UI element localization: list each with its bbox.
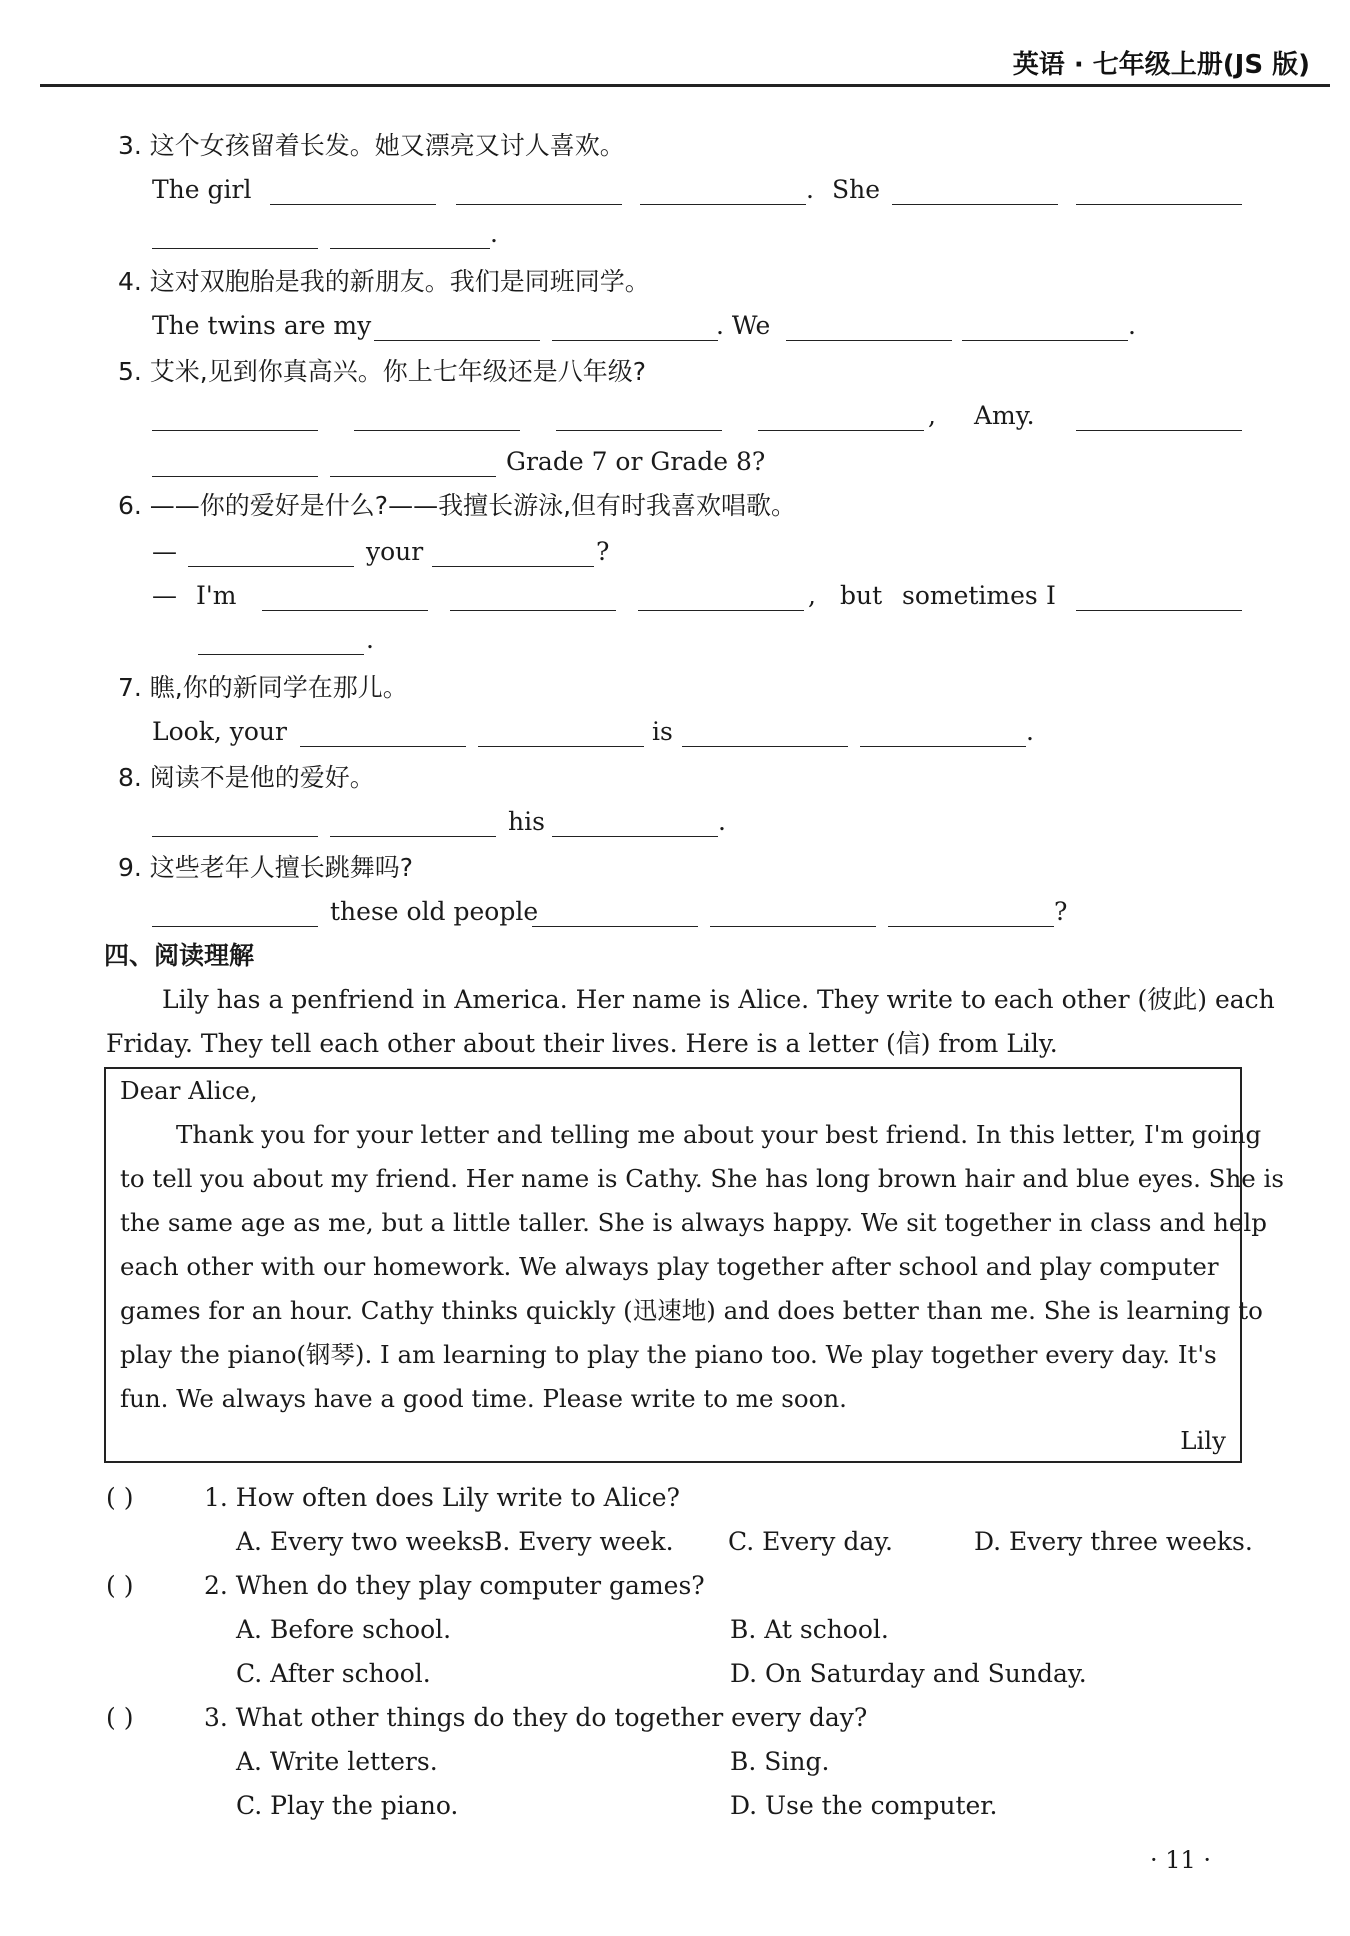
mcq-question: 3. What other things do they do together every day? [204, 1703, 868, 1732]
q7-blank-4[interactable] [860, 746, 1026, 747]
q6-text-sometimes: sometimes [902, 581, 1038, 610]
q6-text-your: your [366, 537, 424, 566]
letter-line: play the piano(钢琴). I am learning to play the piano too. We play together every day. It's [120, 1340, 1217, 1369]
q4-blank-1[interactable] [374, 340, 540, 341]
answer-paren[interactable]: ( ) [106, 1571, 134, 1600]
letter-signature: Lily [1180, 1426, 1226, 1455]
q3-blank-4[interactable] [892, 204, 1058, 205]
q7-text-is: is [652, 717, 673, 746]
letter-line: to tell you about my friend. Her name is Cathy. She has long brown hair and blue eyes. She is [120, 1164, 1284, 1193]
q8-text-his: his [508, 807, 545, 836]
q5-blank-6[interactable] [152, 476, 318, 477]
q3-blank-3[interactable] [640, 204, 806, 205]
q5-blank-5[interactable] [1076, 430, 1242, 431]
q5-blank-7[interactable] [330, 476, 496, 477]
mcq-option[interactable]: D. On Saturday and Sunday. [730, 1659, 1087, 1688]
q6-text-but: but [840, 581, 883, 610]
q6-dash-2: — [152, 581, 177, 610]
letter-box [104, 1067, 1284, 1463]
mcq-option[interactable]: C. Play the piano. [236, 1791, 459, 1820]
mcq-option[interactable]: B. Sing. [730, 1747, 830, 1776]
q8-blank-1[interactable] [152, 836, 318, 837]
mcq-option[interactable]: C. Every day. [728, 1527, 893, 1556]
letter-line: the same age as me, but a little taller. She is always happy. We sit together in class and help [120, 1208, 1267, 1237]
q6-blank-4[interactable] [450, 610, 616, 611]
q6-blank-1[interactable] [188, 566, 354, 567]
q5-blank-3[interactable] [556, 430, 722, 431]
page-header-title: 英语 · 七年级上册(JS 版) [1012, 50, 1310, 80]
q4-blank-3[interactable] [786, 340, 952, 341]
q6-comma: , [808, 581, 816, 610]
q3-text-she: She [832, 175, 881, 204]
q7-prompt: 7. 瞧,你的新同学在那儿。 [118, 673, 408, 702]
mcq-option[interactable]: A. Every two weeks. [236, 1527, 493, 1556]
mcq-option[interactable]: A. Write letters. [236, 1747, 438, 1776]
q3-blank-7[interactable] [330, 248, 490, 249]
q3-blank-6[interactable] [152, 248, 318, 249]
q5-prompt: 5. 艾米,见到你真高兴。你上七年级还是八年级? [118, 357, 647, 386]
q4-blank-2[interactable] [552, 340, 718, 341]
letter-greeting: Dear Alice, [120, 1076, 258, 1105]
letter-line: Thank you for your letter and telling me about your best friend. In this letter, I'm going [176, 1120, 1262, 1149]
answer-paren[interactable]: ( ) [106, 1483, 134, 1512]
q8-blank-2[interactable] [330, 836, 496, 837]
letter-line: each other with our homework. We always play together after school and play computer [120, 1252, 1219, 1281]
q6-text-i: I [1046, 581, 1056, 610]
q7-text-look: Look, your [152, 717, 287, 746]
q8-dot: . [718, 807, 726, 836]
q4-text-twins: The twins are my [152, 311, 372, 340]
mcq-option[interactable]: B. At school. [730, 1615, 889, 1644]
q6-blank-3[interactable] [262, 610, 428, 611]
q6-dash-1: — [152, 537, 177, 566]
q9-text-these: these old people [330, 897, 539, 926]
q3-text-the-girl: The girl [152, 175, 252, 204]
q5-comma: , [928, 401, 936, 430]
q6-text-im: I'm [196, 581, 237, 610]
q8-prompt: 8. 阅读不是他的爱好。 [118, 763, 375, 792]
mcq-question: 2. When do they play computer games? [204, 1571, 705, 1600]
letter-line: games for an hour. Cathy thinks quickly (迅速地) and does better than me. She is learning to [120, 1296, 1263, 1325]
q9-prompt: 9. 这些老年人擅长跳舞吗? [118, 853, 414, 882]
q9-blank-1[interactable] [152, 926, 318, 927]
q6-blank-5[interactable] [638, 610, 804, 611]
q3-blank-5[interactable] [1076, 204, 1242, 205]
q7-blank-2[interactable] [478, 746, 644, 747]
q6-blank-6[interactable] [1076, 610, 1242, 611]
mcq-option[interactable]: C. After school. [236, 1659, 431, 1688]
q9-blank-2[interactable] [532, 926, 698, 927]
q5-blank-1[interactable] [152, 430, 318, 431]
q7-blank-1[interactable] [300, 746, 466, 747]
q8-blank-3[interactable] [552, 836, 718, 837]
q3-blank-1[interactable] [270, 204, 436, 205]
q3-dot-1: . [806, 175, 814, 204]
letter-line: fun. We always have a good time. Please write to me soon. [120, 1384, 847, 1413]
intro-line-1: Lily has a penfriend in America. Her name is Alice. They write to each other (彼此) each [162, 985, 1275, 1014]
q5-text-grade: Grade 7 or Grade 8? [506, 447, 766, 476]
q6-blank-7[interactable] [198, 654, 364, 655]
q6-blank-2[interactable] [432, 566, 594, 567]
q7-dot: . [1026, 717, 1034, 746]
mcq-option[interactable]: D. Every three weeks. [974, 1527, 1253, 1556]
q5-blank-4[interactable] [758, 430, 924, 431]
q6-dot: . [366, 625, 374, 654]
answer-paren[interactable]: ( ) [106, 1703, 134, 1732]
q9-qmark: ? [1054, 897, 1068, 926]
q3-dot-2: . [490, 219, 498, 248]
section-title-reading: 四、阅读理解 [104, 941, 255, 970]
page-number: · 11 · [1150, 1846, 1212, 1874]
q4-blank-4[interactable] [962, 340, 1128, 341]
q3-blank-2[interactable] [456, 204, 622, 205]
q4-text-we: . We [716, 311, 771, 340]
mcq-option[interactable]: A. Before school. [236, 1615, 452, 1644]
q4-prompt: 4. 这对双胞胎是我的新朋友。我们是同班同学。 [118, 267, 650, 296]
q5-text-amy: Amy. [974, 401, 1035, 430]
mcq-option[interactable]: D. Use the computer. [730, 1791, 998, 1820]
header-rule [40, 84, 1330, 87]
mcq-question: 1. How often does Lily write to Alice? [204, 1483, 680, 1512]
q5-blank-2[interactable] [354, 430, 520, 431]
q9-blank-3[interactable] [710, 926, 876, 927]
mcq-option[interactable]: B. Every week. [484, 1527, 674, 1556]
intro-line-2: Friday. They tell each other about their lives. Here is a letter (信) from Lily. [106, 1029, 1058, 1058]
q9-blank-4[interactable] [888, 926, 1054, 927]
q6-prompt: 6. ——你的爱好是什么?——我擅长游泳,但有时我喜欢唱歌。 [118, 491, 797, 520]
q3-prompt: 3. 这个女孩留着长发。她又漂亮又讨人喜欢。 [118, 131, 625, 160]
q7-blank-3[interactable] [682, 746, 848, 747]
q6-qmark: ? [596, 537, 610, 566]
q4-dot: . [1128, 311, 1136, 340]
